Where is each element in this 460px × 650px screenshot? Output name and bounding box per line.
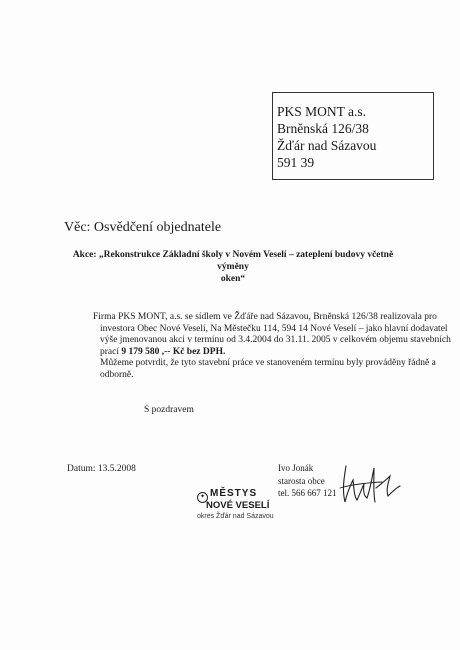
letter-body [93, 312, 451, 381]
coat-of-arms-icon: ✦ [197, 492, 208, 503]
body-line: Můžeme potvrdit, že tyto stavební práce ve stanoveném termínu byly prováděny řádně a [100, 358, 436, 368]
recipient-zip: 591 39 [277, 155, 315, 170]
signer-phone: tel. 566 667 121 [278, 488, 337, 498]
closing-greeting: S pozdravem [144, 405, 194, 415]
signer-name: Ivo Jonák [278, 463, 314, 473]
letter-date: Datum: 13.5.2008 [67, 464, 136, 474]
signer-role: starosta obce [278, 475, 325, 486]
body-line: odborně. [100, 369, 134, 380]
stamp-line3: okres Žďár nad Sázavou [197, 513, 274, 520]
stamp-line1: MĚSTYS [210, 488, 258, 499]
official-stamp [197, 488, 287, 533]
body-line: výše jmenovanou akci v termínu od 3.4.2004 do 31.11. 2005 v celkovém objemu stavebních [100, 335, 451, 345]
project-title-line2: oken“ [220, 274, 246, 284]
recipient-address-box [272, 92, 434, 180]
recipient-name: PKS MONT a.s. [277, 104, 367, 119]
total-price: 9 179 580 ,-- Kč bez DPH. [121, 346, 226, 357]
project-title-line1: Akce: „Rekonstrukce Základní školy v Novém Veselí – zateplení budovy včetně výměny [72, 250, 394, 272]
body-line-price [93, 347, 411, 359]
body-line: investora Obec Nové Veselí, Na Městečku 114, 594 14 Nové Veselí – jako hlavní dodavatel [100, 323, 448, 334]
price-prefix: prací [100, 346, 122, 357]
stamp-line2: NOVÉ VESELÍ [206, 500, 270, 511]
handwritten-signature [336, 458, 406, 508]
letter-subject: Věc: Osvědčení objednatele [64, 220, 222, 235]
body-line: Firma PKS MONT, a.s. se sídlem ve Žďáře nad Sázavou, Brněnská 126/38 realizovala pro [93, 312, 437, 322]
recipient-city: Žďár nad Sázavou [277, 138, 377, 153]
project-title [58, 249, 408, 285]
recipient-street: Brněnská 126/38 [277, 121, 369, 136]
